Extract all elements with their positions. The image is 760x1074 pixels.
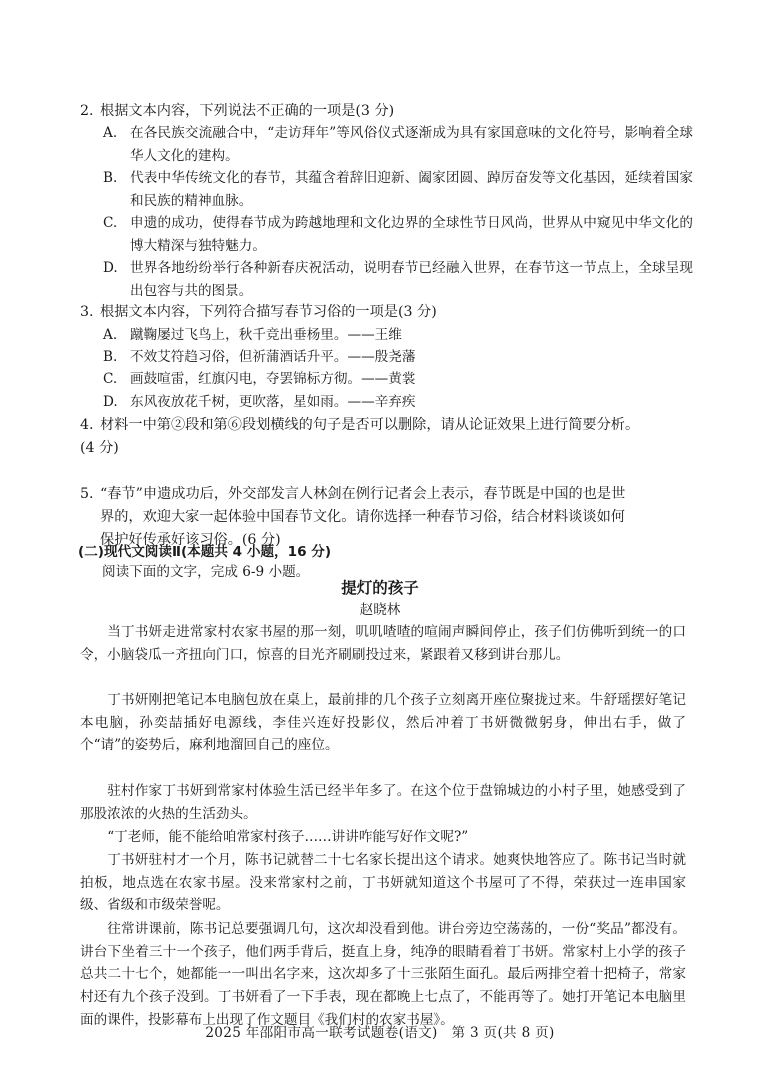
story-paragraph [80, 621, 686, 666]
question-2-stem [80, 100, 695, 123]
question-2-option-a [103, 122, 693, 167]
question-text-line-1: 材料一中第②段和第⑥段划横线的句子是否可以删除，请从论证效果上进行简要分析。 [100, 417, 640, 433]
question-3-option-d [103, 391, 693, 414]
question-text: 根据文本内容，下列说法不正确的一项是(3 分) [100, 103, 395, 119]
question-points: (4 分) [80, 440, 119, 456]
option-text: 在各民族交流融合中，“走访拜年”等风俗仪式逐渐成为具有家国意味的文化符号，影响着全球华人文化的建构。 [130, 125, 693, 164]
question-text: 根据文本内容，下列符合描写春节习俗的一项是(3 分) [100, 304, 437, 320]
option-text: 代表中华传统文化的春节，其蕴含着辞旧迎新、阖家团圆、踔厉奋发等文化基因，延续着国家和民族的精神血脉。 [130, 170, 693, 209]
question-number: 4. [80, 417, 94, 433]
section-heading-text: (二)现代文阅读Ⅱ(本题共 4 小题，16 分) [78, 544, 332, 560]
option-text: 不效艾符趋习俗，但祈蒲酒话升平。——殷尧藩 [130, 349, 416, 365]
option-text: 东风夜放花千树，更吹落，星如雨。——辛弃疾 [130, 394, 416, 410]
paragraph-text: “丁老师，能不能给咱常家村孩子……讲讲咋能写好作文呢?” [107, 829, 469, 845]
option-text: 申遗的成功，使得春节成为跨越地理和文化边界的全球性节日风尚，世界从中窥见中华文化的博大精深与独特魅力。 [130, 215, 693, 254]
paragraph-text: 往常讲课前，陈书记总要强调几句，这次却没看到他。讲台旁边空荡荡的，一份“奖品”都没有。讲台下坐着三十一个孩子，他们两手背后，挺直上身，纯净的眼睛看着丁书妍。常家村上小学的孩子总共二十七个，她都能一一叫出名字来，这次却多了十三张陌生面孔。最后两排空着十把椅子，常家村还有九个孩子没到。丁书妍看了一下手表，现在都晚上七点了，不能再等了。她打开笔记本电脑里面的课件，投影幕布上出现了作文题目《我们村的农家书屋》。 [80, 921, 686, 1028]
option-text: 蹴鞠屡过飞鸟上，秋千竞出垂杨里。——王维 [130, 327, 402, 343]
section-instruction-text: 阅读下面的文字，完成 6-9 小题。 [102, 564, 310, 580]
option-text: 画鼓喧雷，红旗闪电，夺罢锦标方彻。——黄裳 [130, 371, 416, 387]
question-5-stem [80, 483, 695, 506]
section-heading [78, 541, 693, 563]
option-letter: A. [103, 125, 118, 141]
question-4-stem [80, 414, 695, 437]
question-3-stem [80, 301, 695, 324]
paragraph-text: 驻村作家丁书妍到常家村体验生活已经半年多了。在这个位于盘锦城边的小村子里，她感受到了那股浓浓的火热的生活劲头。 [80, 783, 686, 822]
question-number: 3. [80, 304, 94, 320]
story-paragraph [80, 918, 686, 1032]
question-2-option-d [103, 257, 693, 302]
question-text-line-2: 界的，欢迎大家一起体验中国春节文化。请你选择一种春节习俗，结合材料谈谈如何 [100, 509, 625, 525]
paragraph-text: 丁书妍驻村才一个月，陈书记就替二十七名家长提出这个请求。她爽快地答应了。陈书记当时就拍板，地点选在农家书屋。没来常家村之前，丁书妍就知道这个书屋可了不得，荣获过一连串国家级、省级和市级荣誉呢。 [80, 852, 686, 914]
question-text-line-3: 保护好传承好该习俗。(6 分) [100, 532, 281, 548]
paragraph-text: 丁书妍刚把笔记本电脑包放在桌上，最前排的几个孩子立刻离开座位聚拢过来。牛舒瑶摆好笔记本电脑，孙奕喆插好电源线，李佳兴连好投影仪，然后冲着丁书妍微微躬身，伸出右手，做了个“请”的姿势后，麻利地溜回自己的座位。 [80, 692, 686, 754]
question-2-option-c [103, 212, 693, 257]
story-paragraph [80, 780, 686, 825]
question-number: 5. [80, 486, 94, 502]
question-3-option-c [103, 368, 693, 391]
question-text-line-1: “春节”申遗成功后，外交部发言人林剑在例行记者会上表示，春节既是中国的也是世 [100, 486, 626, 502]
story-paragraph [80, 689, 686, 757]
question-5-line-2 [100, 506, 715, 529]
question-2-option-b [103, 167, 693, 212]
option-letter: C. [103, 215, 118, 231]
option-letter: A. [103, 327, 118, 343]
page-footer: 2025 年邵阳市高一联考试题卷(语文) 第 3 页(共 8 页) [205, 1025, 555, 1041]
option-letter: D. [103, 394, 118, 410]
option-letter: C. [103, 371, 118, 387]
question-3-option-a [103, 324, 693, 347]
story-paragraph [80, 826, 686, 849]
story-author: 赵晓林 [359, 602, 401, 618]
question-number: 2. [80, 103, 94, 119]
question-4-points [80, 437, 695, 460]
question-3-option-b [103, 346, 693, 369]
paragraph-text: 当丁书妍走进常家村农家书屋的那一刻，叽叽喳喳的喧闹声瞬间停止，孩子们仿佛听到统一的口令，小脑袋瓜一齐扭向门口，惊喜的目光齐刷刷投过来，紧跟着又移到讲台那儿。 [80, 624, 686, 663]
story-paragraph [80, 849, 686, 917]
option-letter: B. [103, 170, 118, 186]
option-letter: B. [103, 349, 118, 365]
story-title: 提灯的孩子 [341, 579, 419, 597]
option-letter: D. [103, 260, 118, 276]
option-text: 世界各地纷纷举行各种新春庆祝活动，说明春节已经融入世界，在春节这一节点上，全球呈现出包容与共的图景。 [130, 260, 693, 299]
